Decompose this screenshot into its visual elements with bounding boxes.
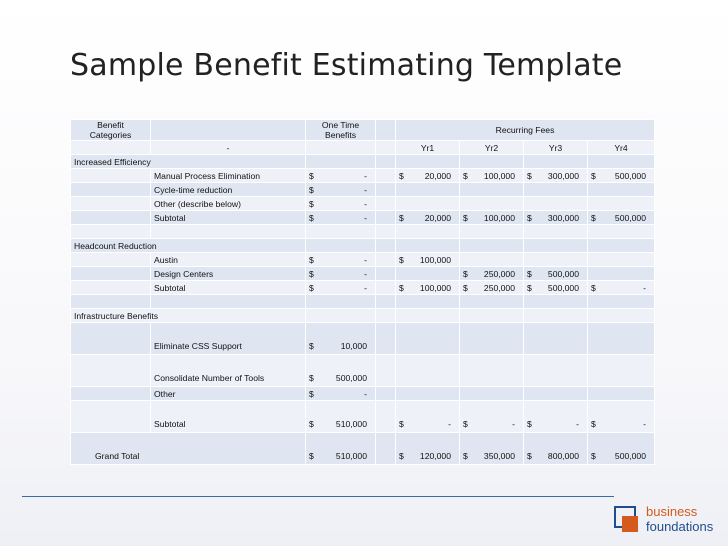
header-yr4: Yr4: [588, 141, 655, 155]
grand-total-label: Grand Total: [71, 433, 306, 465]
table-row: Eliminate CSS Support $ 10,000: [71, 323, 655, 355]
section-headcount-reduction: Headcount Reduction: [71, 239, 306, 253]
row-label: Cycle-time reduction: [151, 183, 306, 197]
subtotal-label: Subtotal: [151, 401, 306, 433]
header-yr2: Yr2: [460, 141, 524, 155]
header-one-time-benefits: One Time Benefits: [306, 120, 376, 141]
header-yr1: Yr1: [396, 141, 460, 155]
business-foundations-logo: [612, 504, 728, 546]
page-title: Sample Benefit Estimating Template: [70, 48, 623, 83]
table-row: Design Centers $ - $ 250,000 $ 500,000: [71, 267, 655, 281]
subtotal-label: Subtotal: [151, 281, 306, 295]
benefit-estimating-table: [70, 119, 655, 465]
header-dash: -: [151, 141, 306, 155]
row-label: Design Centers: [151, 267, 306, 281]
table-row: Manual Process Elimination $ - $ 20,000 $ 100,000 $ 300,000 $ 500,000: [71, 169, 655, 183]
section-row: [71, 239, 655, 253]
section-row: [71, 155, 655, 169]
table-row: Cycle-time reduction $ -: [71, 183, 655, 197]
section-increased-efficiency: Increased Efficiency: [71, 155, 306, 169]
row-label: Eliminate CSS Support: [151, 323, 306, 355]
header-benefit-categories: Benefit Categories: [71, 120, 151, 141]
row-label: Austin: [151, 253, 306, 267]
subtotal-label: Subtotal: [151, 211, 306, 225]
table-header-years-row: [71, 141, 655, 155]
header-recurring-fees: Recurring Fees: [396, 120, 655, 141]
logo-text-line1: business: [646, 504, 698, 519]
subtotal-row: Subtotal $ 510,000 $ - $ - $ - $ -: [71, 401, 655, 433]
footer-divider: [22, 496, 614, 497]
table-row: Other $ -: [71, 387, 655, 401]
row-label: Manual Process Elimination: [151, 169, 306, 183]
row-label: Other: [151, 387, 306, 401]
subtotal-row: Subtotal $ - $ 100,000 $ 250,000 $ 500,000 $ -: [71, 281, 655, 295]
table-row: Consolidate Number of Tools $ 500,000: [71, 355, 655, 387]
logo-text-line2: foundations: [646, 519, 714, 534]
table-row: Other (describe below) $ -: [71, 197, 655, 211]
row-label: Consolidate Number of Tools: [151, 355, 306, 387]
row-label: Other (describe below): [151, 197, 306, 211]
spacer-row: [71, 295, 655, 309]
logo-filled-square-icon: [622, 516, 638, 532]
table-row: Austin $ - $ 100,000: [71, 253, 655, 267]
grand-total-row: Grand Total $ 510,000 $ 120,000 $ 350,000 $ 800,000 $ 500,000: [71, 433, 655, 465]
subtotal-row: Subtotal $ - $ 20,000 $ 100,000 $ 300,000 $ 500,000: [71, 211, 655, 225]
table-header-row: [71, 120, 655, 141]
header-yr3: Yr3: [524, 141, 588, 155]
section-infrastructure-benefits: Infrastructure Benefits: [71, 309, 306, 323]
spacer-row: [71, 225, 655, 239]
section-row: [71, 309, 655, 323]
